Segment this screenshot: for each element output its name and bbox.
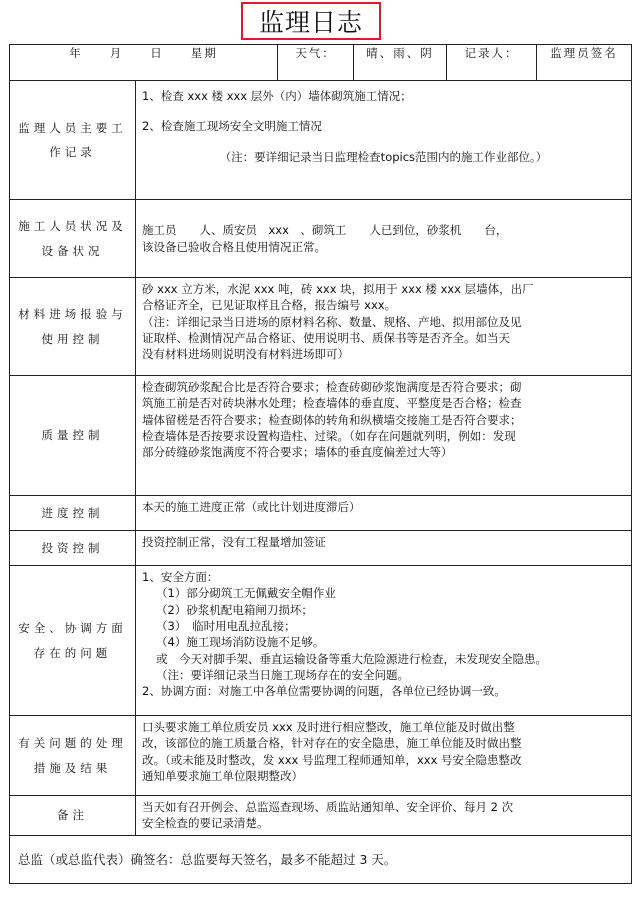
footer-signature-note: 总监（或总监代表）确签名：总监要每天签名，最多不能超过 3 天。 (10, 836, 632, 884)
row-content-work-record (136, 81, 632, 200)
row-label-personnel-equipment: 施工人员状况及设备状况 (10, 200, 136, 278)
supervision-log-table (9, 44, 632, 884)
blank-line (142, 104, 625, 118)
content-line: 1、检查 xxx 楼 xxx 层外（内）墙体砌筑施工情况； (142, 89, 412, 103)
content-line: （4）施工现场消防设施不足够。 (156, 635, 325, 650)
content-line: 本天的施工进度正常（或比计划进度滞后） (142, 500, 361, 514)
content-line: 改。（或未能及时整改，发 xxx 号监理工程师通知单，xxx 号安全隐患整改 (142, 752, 522, 767)
row-content-investment-control (136, 531, 632, 566)
content-line: 或 今天对脚手架、垂直运输设备等重大危险源进行检查，未发现安全隐患。 (156, 651, 547, 666)
content-line: 投资控制正常，没有工程量增加签证 (142, 535, 326, 549)
row-content-quality-control (136, 376, 632, 496)
recorder-value: 监理员签名 (537, 45, 632, 81)
row-content-progress-control (136, 496, 632, 531)
content-line: 2、协调方面：对施工中各单位需要协调的问题，各单位已经协调一致。 (142, 684, 506, 699)
recorder-label: 记录人： (447, 45, 537, 81)
row-label-remarks: 备注 (10, 796, 136, 836)
content-line: 1、安全方面： (142, 570, 219, 584)
content-line: 施工员 人、质安员 xxx 、砌筑工 人已到位，砂浆机 台， (142, 223, 508, 238)
content-line: 证取样、检测情况产品合格证、使用说明书、质保书等是否齐全。如当天 (142, 330, 510, 345)
row-label-progress-control: 进度控制 (10, 496, 136, 531)
content-line: 检查墙体是否按要求设置构造柱、过梁。（如存在问题就列明，例如：发现 (142, 428, 516, 443)
row-content-measures-results (136, 716, 632, 796)
weather-value: 晴、雨、阴 (354, 45, 447, 81)
content-line: （注：详细记录当日进场的原材料名称、数量、规格、产地、拟用部位及见 (142, 314, 522, 329)
row-note: （注：要详细记录当日监理检查topics范围内的施工作业部位。） (219, 149, 548, 164)
content-line: 改，该部位的施工质量合格，针对存在的安全隐患，施工单位能及时做出整 (142, 736, 522, 751)
content-line: 没有材料进场则说明没有材料进场即可） (142, 347, 349, 362)
content-line: （3） 临时用电乱拉乱接； (156, 618, 296, 633)
content-line: 合格证齐全，已见证取样且合格，报告编号 xxx。 (142, 298, 397, 313)
content-line: 该设备已验收合格且使用情况正常。 (142, 239, 326, 254)
row-label-material-control: 材料进场报验与使用控制 (10, 278, 136, 376)
content-line: 砂 xxx 立方米，水泥 xxx 吨，砖 xxx 块，拟用于 xxx 楼 xxx 层墙体，出厂 (142, 282, 534, 296)
weather-label: 天气： (278, 45, 354, 81)
row-content-material-control (136, 278, 632, 376)
row-content-remarks (136, 796, 632, 836)
content-line: 安全检查的要记录清楚。 (142, 816, 269, 831)
content-line: 口头要求施工单位质安员 xxx 及时进行相应整改，施工单位能及时做出整 (142, 720, 515, 734)
content-line: 墙体留槎是否符合要求；检查砌体的转角和纵横墙交接施工是否符合要求； (142, 412, 522, 427)
row-label-work-record: 监理人员主要工作记录 (10, 81, 136, 200)
row-content-safety-coordination (136, 566, 632, 716)
content-line: 筑施工前是否对砖块淋水处理；检查墙体的垂直度、平整度是否合格；检查 (142, 396, 522, 411)
date-weekday-label: 年 月 日 星期 (10, 45, 278, 81)
row-label-quality-control: 质量控制 (10, 376, 136, 496)
row-content-personnel-equipment (136, 200, 632, 278)
content-line: 部分砖缝砂浆饱满度不符合要求；墙体的垂直度偏差过大等） (142, 445, 453, 460)
content-line: （注：要详细记录当日施工现场存在的安全问题。 (156, 667, 409, 682)
content-line: （2）砂浆机配电箱闸刀损坏； (156, 602, 313, 617)
content-line: 当天如有召开例会、总监巡查现场、质监站通知单、安全评价、每月 2 次 (142, 800, 514, 814)
content-line: 检查砌筑砂浆配合比是否符合要求；检查砖砌砂浆饱满度是否符合要求；砌 (142, 380, 522, 394)
content-line: 2、检查施工现场安全文明施工情况 (142, 119, 322, 134)
row-label-measures-results: 有关问题的处理措施及结果 (10, 716, 136, 796)
content-line: （1）部分砌筑工无佩戴安全帽作业 (156, 586, 336, 601)
document-title: 监理日志 (241, 2, 381, 40)
content-line: 通知单要求施工单位限期整改） (142, 768, 303, 783)
row-label-safety-coordination: 安全、协调方面存在的问题 (10, 566, 136, 716)
row-label-investment-control: 投资控制 (10, 531, 136, 566)
